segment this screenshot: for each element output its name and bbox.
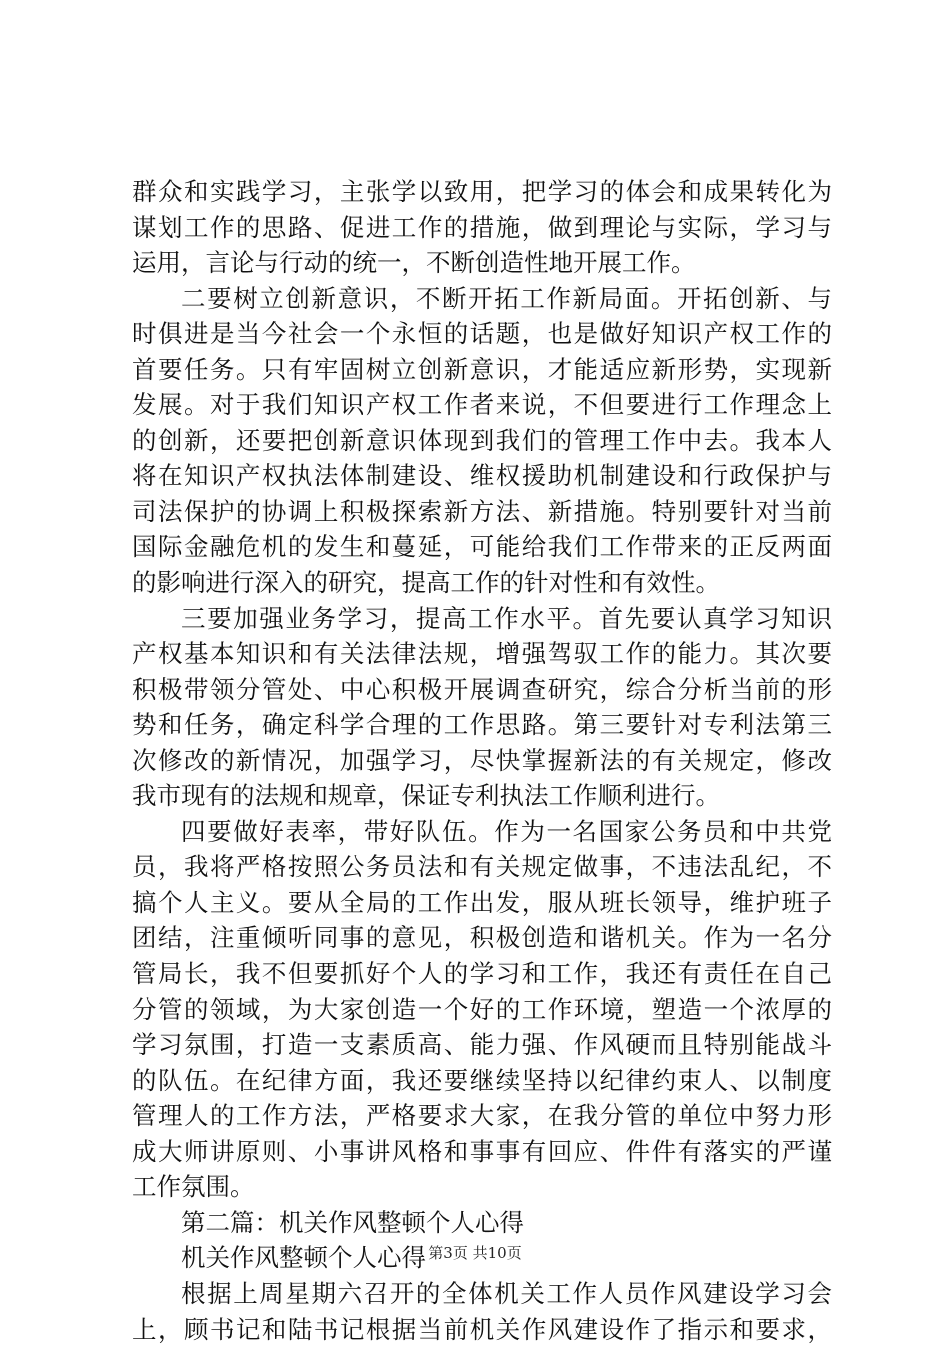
text-line: 成大师讲原则、小事讲风格和事事有回应、件件有落实的严谨 (132, 1134, 832, 1170)
text-line: 上，顾书记和陆书记根据当前机关作风建设作了指示和要求， (132, 1312, 832, 1347)
paragraph-start-line: 三要加强业务学习，提高工作水平。首先要认真学习知识 (132, 601, 832, 637)
text-line: 我市现有的法规和规章，保证专利执法工作顺利进行。 (132, 778, 832, 814)
text-line: 运用，言论与行动的统一，不断创造性地开展工作。 (132, 245, 832, 281)
paragraph-start-line: 二要树立创新意识，不断开拓工作新局面。开拓创新、与 (132, 281, 832, 317)
text-line: 司法保护的协调上积极探索新方法、新措施。特别要针对当前 (132, 494, 832, 530)
text-line: 的影响进行深入的研究，提高工作的针对性和有效性。 (132, 565, 832, 601)
document-body (132, 174, 832, 1347)
text-line: 的队伍。在纪律方面，我还要继续坚持以纪律约束人、以制度 (132, 1063, 832, 1099)
text-line: 国际金融危机的发生和蔓延，可能给我们工作带来的正反两面 (132, 529, 832, 565)
text-line: 时俱进是当今社会一个永恒的话题，也是做好知识产权工作的 (132, 316, 832, 352)
section-heading: 第二篇：机关作风整顿个人心得 (132, 1205, 832, 1241)
text-line: 发展。对于我们知识产权工作者来说，不但要进行工作理念上 (132, 387, 832, 423)
text-line: 势和任务，确定科学合理的工作思路。第三要针对专利法第三 (132, 707, 832, 743)
text-line: 的创新，还要把创新意识体现到我们的管理工作中去。我本人 (132, 423, 832, 459)
text-line: 员，我将严格按照公务员法和有关规定做事，不违法乱纪，不 (132, 849, 832, 885)
text-line: 产权基本知识和有关法律法规，增强驾驭工作的能力。其次要 (132, 636, 832, 672)
text-line: 谋划工作的思路、促进工作的措施，做到理论与实际，学习与 (132, 210, 832, 246)
text-line: 分管的领域，为大家创造一个好的工作环境，塑造一个浓厚的 (132, 992, 832, 1028)
text-line: 首要任务。只有牢固树立创新意识，才能适应新形势，实现新 (132, 352, 832, 388)
text-line: 管理人的工作方法，严格要求大家，在我分管的单位中努力形 (132, 1098, 832, 1134)
paragraph-start-line: 四要做好表率，带好队伍。作为一名国家公务员和中共党 (132, 814, 832, 850)
text-line: 学习氛围，打造一支素质高、能力强、作风硬而且特别能战斗 (132, 1027, 832, 1063)
text-line: 团结，注重倾听同事的意见，积极创造和谐机关。作为一名分 (132, 920, 832, 956)
text-line: 群众和实践学习，主张学以致用，把学习的体会和成果转化为 (132, 174, 832, 210)
text-line: 积极带领分管处、中心积极开展调查研究，综合分析当前的形 (132, 672, 832, 708)
text-line: 搞个人主义。要从全局的工作出发，服从班长领导，维护班子 (132, 885, 832, 921)
paragraph-start-line: 根据上周星期六召开的全体机关工作人员作风建设学习会 (132, 1276, 832, 1312)
text-line: 工作氛围。 (132, 1169, 832, 1205)
text-line: 将在知识产权执法体制建设、维权援助机制建设和行政保护与 (132, 458, 832, 494)
page-number-footer: 第3页 共10页 (0, 1243, 950, 1263)
article-title: 机关作风整顿个人心得 (132, 1240, 832, 1276)
text-line: 管局长，我不但要抓好个人的学习和工作，我还有责任在自己 (132, 956, 832, 992)
text-line: 次修改的新情况，加强学习，尽快掌握新法的有关规定，修改 (132, 743, 832, 779)
